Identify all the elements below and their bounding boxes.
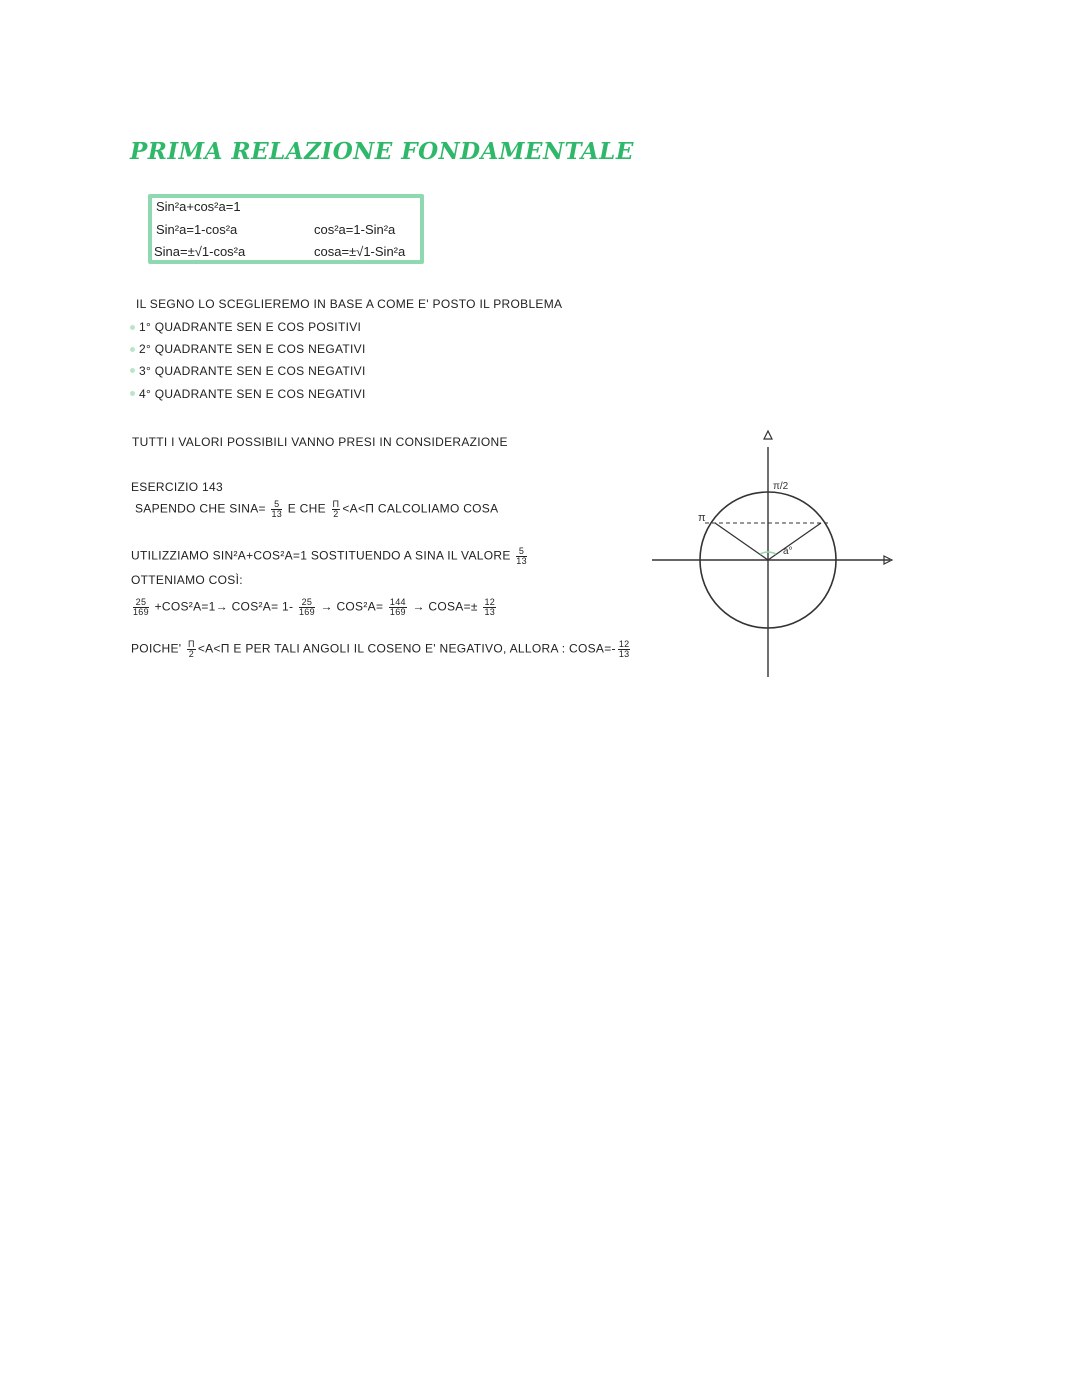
obtain-line: OTTENIAMO COSÌ: (131, 573, 243, 587)
page-title: PRIMA RELAZIONE FONDAMENTALE (130, 138, 634, 165)
calculation-line (131, 598, 498, 617)
formula-line-2: Sin²a=1-cos²a (156, 222, 238, 237)
exercise-given (135, 500, 498, 519)
conclusion-angle-fraction: $\frac{\Pi}{2}$ (188, 639, 195, 659)
bullet-dot (130, 391, 135, 396)
calc-part-2: → COS²A= (320, 599, 384, 614)
result-fraction: $\frac{12}{13}$ (618, 639, 630, 659)
radius-second-quadrant (715, 523, 768, 560)
calc-fraction-2: $\frac{25}{169}$ (298, 597, 315, 617)
bullet-dot (130, 325, 135, 330)
bullet-dot (130, 347, 135, 352)
use-identity-line (131, 547, 529, 566)
use-identity-text: UTILIZZIAMO SIN²A+COS²A=1 SOSTITUENDO A SINA IL VALORE (131, 548, 511, 563)
quadrant-3: 3° QUADRANTE SEN E COS NEGATIVI (139, 364, 366, 378)
calc-fraction-3: $\frac{144}{169}$ (389, 597, 406, 617)
calc-fraction-1: $\frac{25}{169}$ (133, 597, 149, 617)
calc-fraction-4: $\frac{12}{13}$ (484, 597, 496, 617)
conclusion-line (131, 640, 632, 659)
bullet-dot (130, 368, 135, 373)
sin-fraction: $\frac{5}{13}$ (271, 499, 283, 519)
quadrant-4: 4° QUADRANTE SEN E COS NEGATIVI (139, 387, 366, 401)
all-values-note: TUTTI I VALORI POSSIBILI VANNO PRESI IN CONSIDERAZIONE (132, 435, 508, 449)
sign-note: IL SEGNO LO SCEGLIEREMO IN BASE A COME E' POSTO IL PROBLEMA (136, 297, 563, 311)
formula-line-1: Sin²a+cos²a=1 (156, 199, 241, 214)
exercise-heading: ESERCIZIO 143 (131, 480, 223, 494)
angle-relation: <A<Π (342, 501, 375, 516)
calc-part-1: +COS²A=1→ COS²A= 1- (154, 599, 294, 614)
angle-fraction: $\frac{\Pi}{2}$ (332, 499, 340, 519)
radius-first-quadrant (768, 523, 821, 560)
given-prefix: SAPENDO CHE SINA= (135, 501, 266, 516)
formula-line-4: cos²a=1-Sin²a (314, 222, 396, 237)
conclusion-text: <A<Π E PER TALI ANGOLI IL COSENO E' NEGATIVO, ALLORA : COSA=- (197, 641, 616, 656)
conclusion-prefix: POICHE' (131, 641, 182, 656)
quadrant-1: 1° QUADRANTE SEN E COS POSITIVI (139, 320, 362, 334)
formula-line-5: cosa=±√1-Sin²a (314, 244, 406, 259)
use-fraction: $\frac{5}{13}$ (516, 546, 527, 566)
given-mid: E CHE (287, 501, 326, 516)
label-pi: π (698, 512, 706, 524)
label-angle: a° (783, 546, 793, 557)
y-axis-arrow-icon (764, 431, 772, 439)
label-pi-half: π/2 (773, 481, 789, 492)
formula-line-3: Sina=±√1-cos²a (154, 244, 246, 259)
calc-part-3: → COSA=± (412, 599, 478, 614)
unit-circle-diagram (640, 425, 920, 685)
quadrant-2: 2° QUADRANTE SEN E COS NEGATIVI (139, 342, 366, 356)
given-suffix: CALCOLIAMO COSA (377, 501, 499, 516)
